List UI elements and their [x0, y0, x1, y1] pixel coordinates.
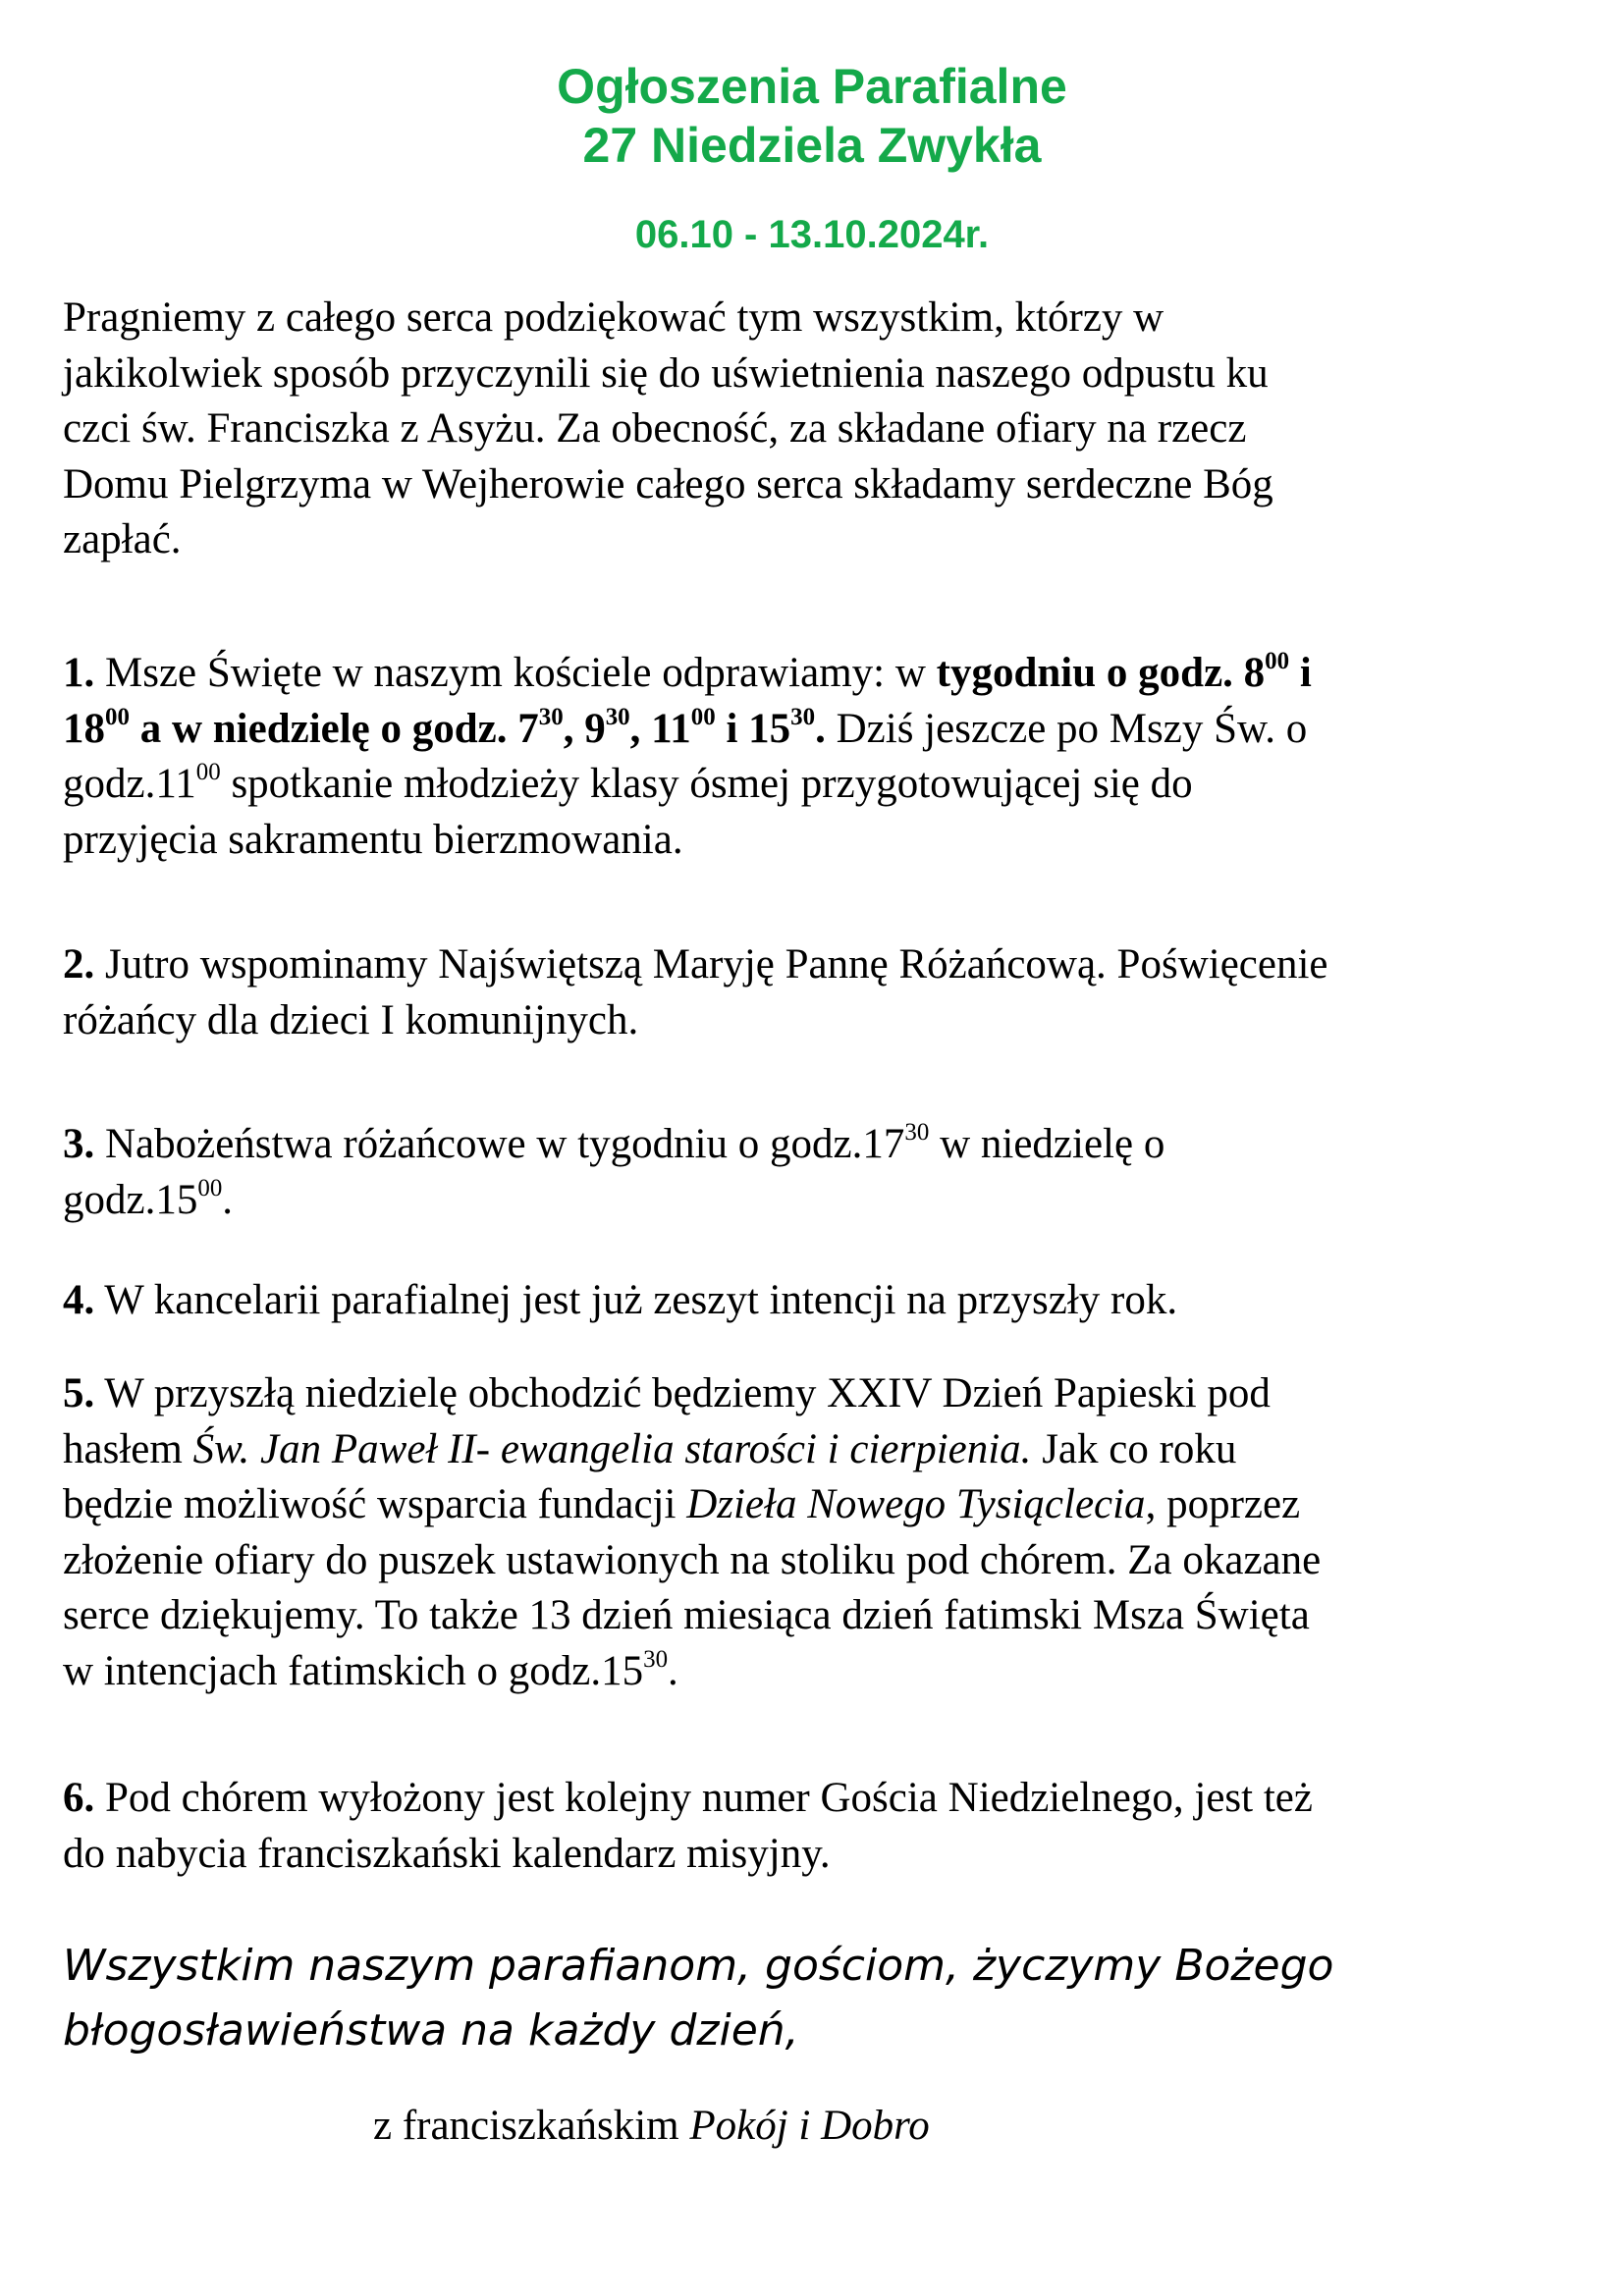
item-number: 6.: [63, 1775, 95, 1821]
date-range: 06.10 - 13.10.2024r.: [634, 213, 990, 256]
item-number: 5.: [63, 1370, 95, 1416]
item-2-line-2: różańcy dla dzieci I komunijnych.: [63, 996, 639, 1043]
signature: [373, 2099, 930, 2154]
announcement-item-5: [63, 1366, 1555, 1699]
item-1-line-4: przyjęcia sakramentu bierzmowania.: [63, 816, 683, 863]
item-text: .: [815, 705, 826, 752]
time-minutes: 00: [1265, 648, 1290, 675]
item-text: Jak co roku: [1031, 1425, 1237, 1472]
item-3-line-2: [63, 1173, 1555, 1229]
intro-line: Domu Pielgrzyma w Wejherowie całego serca składamy serdeczne Bóg: [63, 460, 1273, 507]
time-minutes: 30: [605, 703, 630, 730]
intro-line: czci św. Franciszka z Asyżu. Za obecność, za składane ofiary na rzecz: [63, 405, 1247, 452]
announcement-item-6: [63, 1771, 1555, 1882]
item-text: Dziś jeszcze po Mszy Św. o: [825, 705, 1308, 752]
item-5-line-5: serce dziękujemy. To także 13 dzień miesiąca dzień fatimski Msza Święta: [63, 1592, 1310, 1638]
time-minutes: 30: [538, 703, 564, 730]
item-text: , 11: [629, 705, 691, 752]
item-number: 1.: [63, 650, 95, 696]
item-6-line-1: [63, 1771, 1555, 1827]
announcement-item-1: [63, 646, 1555, 868]
announcement-item-4: [63, 1273, 1555, 1329]
time-minutes: 00: [197, 1174, 223, 1201]
item-text: W przyszłą niedzielę obchodzić będziemy XXIV Dzień Papieski pod: [94, 1370, 1271, 1416]
item-text: tygodniu o godz. 8: [936, 650, 1266, 696]
item-6-line-2: do nabycia franciszkański kalendarz misyjny.: [63, 1830, 831, 1877]
item-5-line-2: [63, 1422, 1555, 1478]
title-line-2: 27 Niedziela Zwykła: [582, 118, 1042, 173]
closing-line-2: błogosławieństwa na każdy dzień,: [63, 2005, 799, 2056]
mass-times-sunday: [63, 703, 826, 752]
item-text: hasłem: [63, 1425, 193, 1472]
item-text: w niedzielę o: [929, 1121, 1165, 1167]
item-text: Nabożeństwa różańcowe w tygodniu o godz.17: [94, 1121, 905, 1167]
item-5-line-3: [63, 1477, 1555, 1533]
item-text: Pod chórem wyłożony jest kolejny numer Gościa Niedzielnego, jest też: [94, 1775, 1313, 1821]
item-number: 3.: [63, 1121, 95, 1167]
time-minutes: 00: [690, 703, 716, 730]
announcement-item-2: [63, 937, 1555, 1048]
item-2-line-1: [63, 937, 1555, 993]
item-text: godz.15: [63, 1176, 198, 1223]
item-text: 18: [63, 705, 105, 752]
item-text: , poprzez: [1145, 1481, 1301, 1527]
time-minutes: 30: [790, 703, 816, 730]
foundation-name: Dzieła Nowego Tysiąclecia: [686, 1481, 1146, 1527]
item-text: w intencjach fatimskich o godz.15: [63, 1647, 644, 1694]
intro-paragraph: [63, 291, 1555, 568]
motto-text: Św. Jan Paweł II- ewangelia starości i cierpienia.: [192, 1425, 1032, 1472]
mass-times-weekday: [937, 650, 1312, 696]
item-text: W kancelarii parafialnej jest już zeszyt intencji na przyszły rok.: [94, 1277, 1178, 1323]
item-1-line-3: [63, 757, 1555, 813]
signature-motto: Pokój i Dobro: [689, 2103, 930, 2149]
time-minutes: 30: [904, 1119, 930, 1147]
item-number: 2.: [63, 941, 95, 988]
item-5-line-6: [63, 1644, 1555, 1700]
item-text: Msze Święte w naszym kościele odprawiamy: w: [94, 650, 937, 696]
item-number: 4.: [63, 1277, 95, 1323]
item-text: .: [222, 1176, 234, 1223]
closing-wishes: [63, 1934, 1555, 2063]
item-1-line-2: [63, 702, 1555, 758]
item-3-line-1: [63, 1117, 1555, 1173]
intro-line: jakikolwiek sposób przyczynili się do uświetnienia naszego odpustu ku: [63, 349, 1269, 397]
item-text: godz.11: [63, 761, 196, 807]
signature-prefix: z franciszkańskim: [373, 2103, 690, 2149]
intro-line: Pragniemy z całego serca podziękować tym wszystkim, którzy w: [63, 294, 1164, 341]
item-text: .: [668, 1647, 678, 1694]
intro-line: zapłać.: [63, 516, 182, 562]
item-5-line-1: [63, 1366, 1555, 1422]
page-title: [0, 57, 1624, 175]
item-4-line-1: [63, 1273, 1555, 1329]
item-text: i 15: [715, 705, 791, 752]
time-minutes: 00: [195, 759, 221, 786]
item-1-line-1: [63, 646, 1555, 702]
time-minutes: 30: [643, 1645, 669, 1673]
closing-line-1: Wszystkim naszym parafianom, gościom, życzymy Bożego: [63, 1941, 1334, 1991]
item-text: i: [1289, 650, 1312, 696]
item-text: a w niedzielę o godz. 7: [129, 705, 539, 752]
title-line-1: Ogłoszenia Parafialne: [557, 59, 1067, 114]
announcement-item-3: [63, 1117, 1555, 1228]
item-5-line-4: złożenie ofiary do puszek ustawionych na stoliku pod chórem. Za okazane: [63, 1536, 1322, 1583]
item-text: , 9: [563, 705, 606, 752]
item-text: spotkanie młodzieży klasy ósmej przygotowującej się do: [220, 761, 1193, 807]
time-minutes: 00: [105, 703, 130, 730]
item-text: Jutro wspominamy Najświętszą Maryję Pannę Różańcową. Poświęcenie: [94, 941, 1328, 988]
item-text: będzie możliwość wsparcia fundacji: [63, 1481, 687, 1527]
